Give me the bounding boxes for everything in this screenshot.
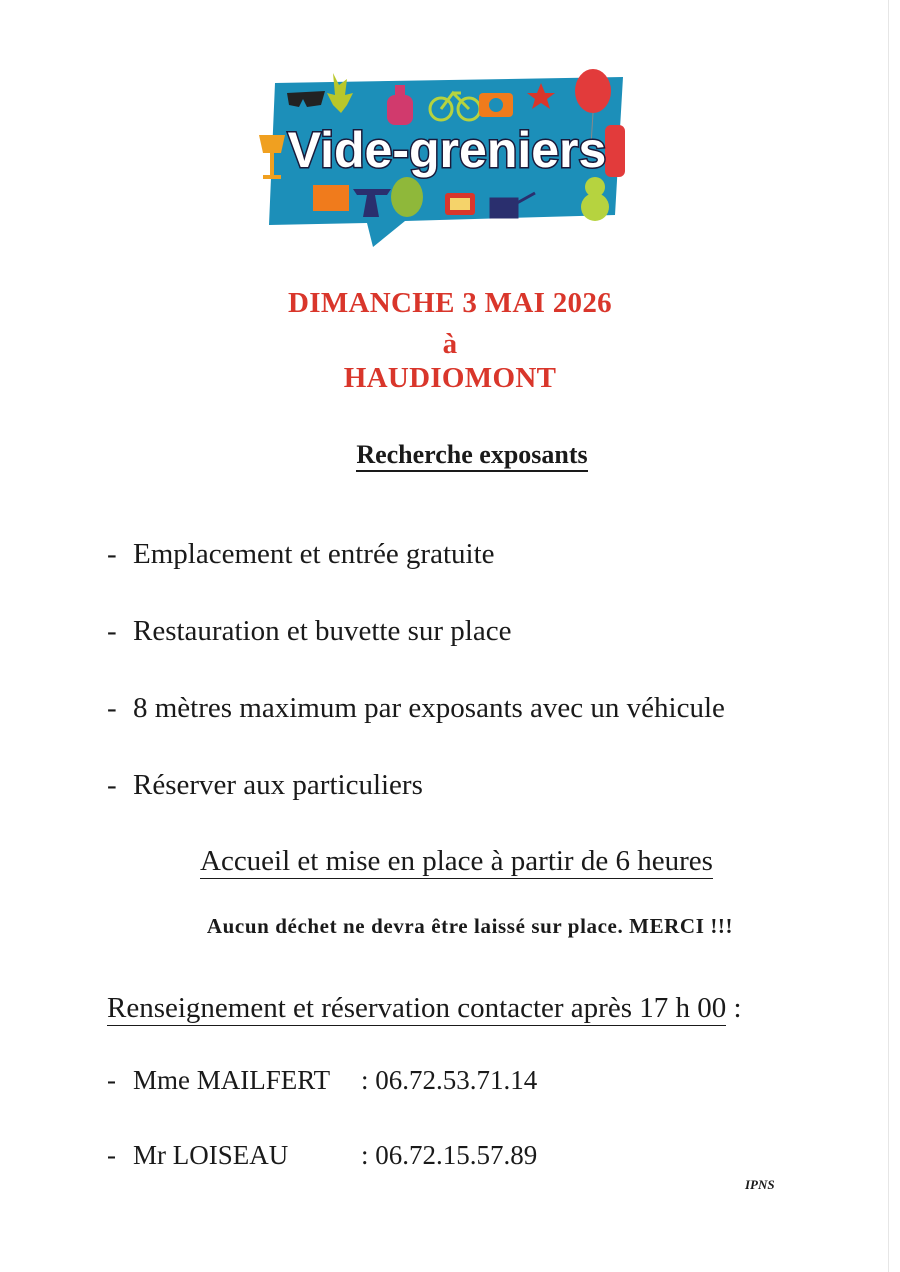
tv-icon [445, 193, 475, 215]
contact-row [107, 1140, 537, 1171]
feature-text: 8 mètres maximum par exposants avec un véhicule [133, 692, 725, 724]
subtitle [0, 440, 900, 470]
list-dash: - [107, 1065, 116, 1095]
info-text: Renseignement et réservation contacter après 17 h 00 [107, 992, 727, 1024]
scan-edge-line [888, 0, 889, 1272]
event-connector: à [442, 328, 458, 360]
hydrant-icon [605, 125, 625, 177]
list-dash: - [107, 538, 117, 570]
list-dash: - [107, 769, 117, 801]
info-line [107, 992, 742, 1025]
list-dash: - [107, 615, 117, 647]
logo-title: Vide-greniers [287, 122, 607, 178]
welcome-text: Accueil et mise en place à partir de 6 heures [200, 845, 713, 877]
welcome-line [200, 845, 713, 878]
sunglasses-icon [287, 91, 325, 107]
vide-greniers-logo [255, 65, 630, 255]
event-location: HAUDIOMONT [343, 362, 557, 394]
contact-name: Mr LOISEAU [133, 1140, 289, 1170]
feature-text: Restauration et buvette sur place [133, 615, 512, 647]
feature-text: Réserver aux particuliers [133, 769, 423, 801]
contact-phone: : 06.72.15.57.89 [361, 1140, 538, 1170]
chair-icon [313, 185, 349, 211]
ipns-tag: IPNS [745, 1177, 775, 1192]
feature-item [107, 769, 423, 802]
feature-item [107, 615, 511, 648]
feature-item [107, 538, 495, 571]
contact-phone: : 06.72.53.71.14 [361, 1065, 538, 1095]
info-colon: : [726, 992, 742, 1024]
list-dash: - [107, 1140, 116, 1170]
event-date: DIMANCHE 3 MAI 2026 [288, 287, 612, 319]
subtitle-text: Recherche exposants [356, 440, 587, 472]
camera-icon [479, 93, 513, 117]
feature-item [107, 692, 725, 725]
feature-text: Emplacement et entrée gratuite [133, 538, 495, 570]
contact-row [107, 1065, 537, 1096]
contact-name: Mme MAILFERT [133, 1065, 331, 1095]
list-dash: - [107, 692, 117, 724]
notice-text: Aucun déchet ne devra être laissé sur place. MERCI !!! [206, 914, 734, 938]
green-balloon-icon [391, 177, 423, 217]
